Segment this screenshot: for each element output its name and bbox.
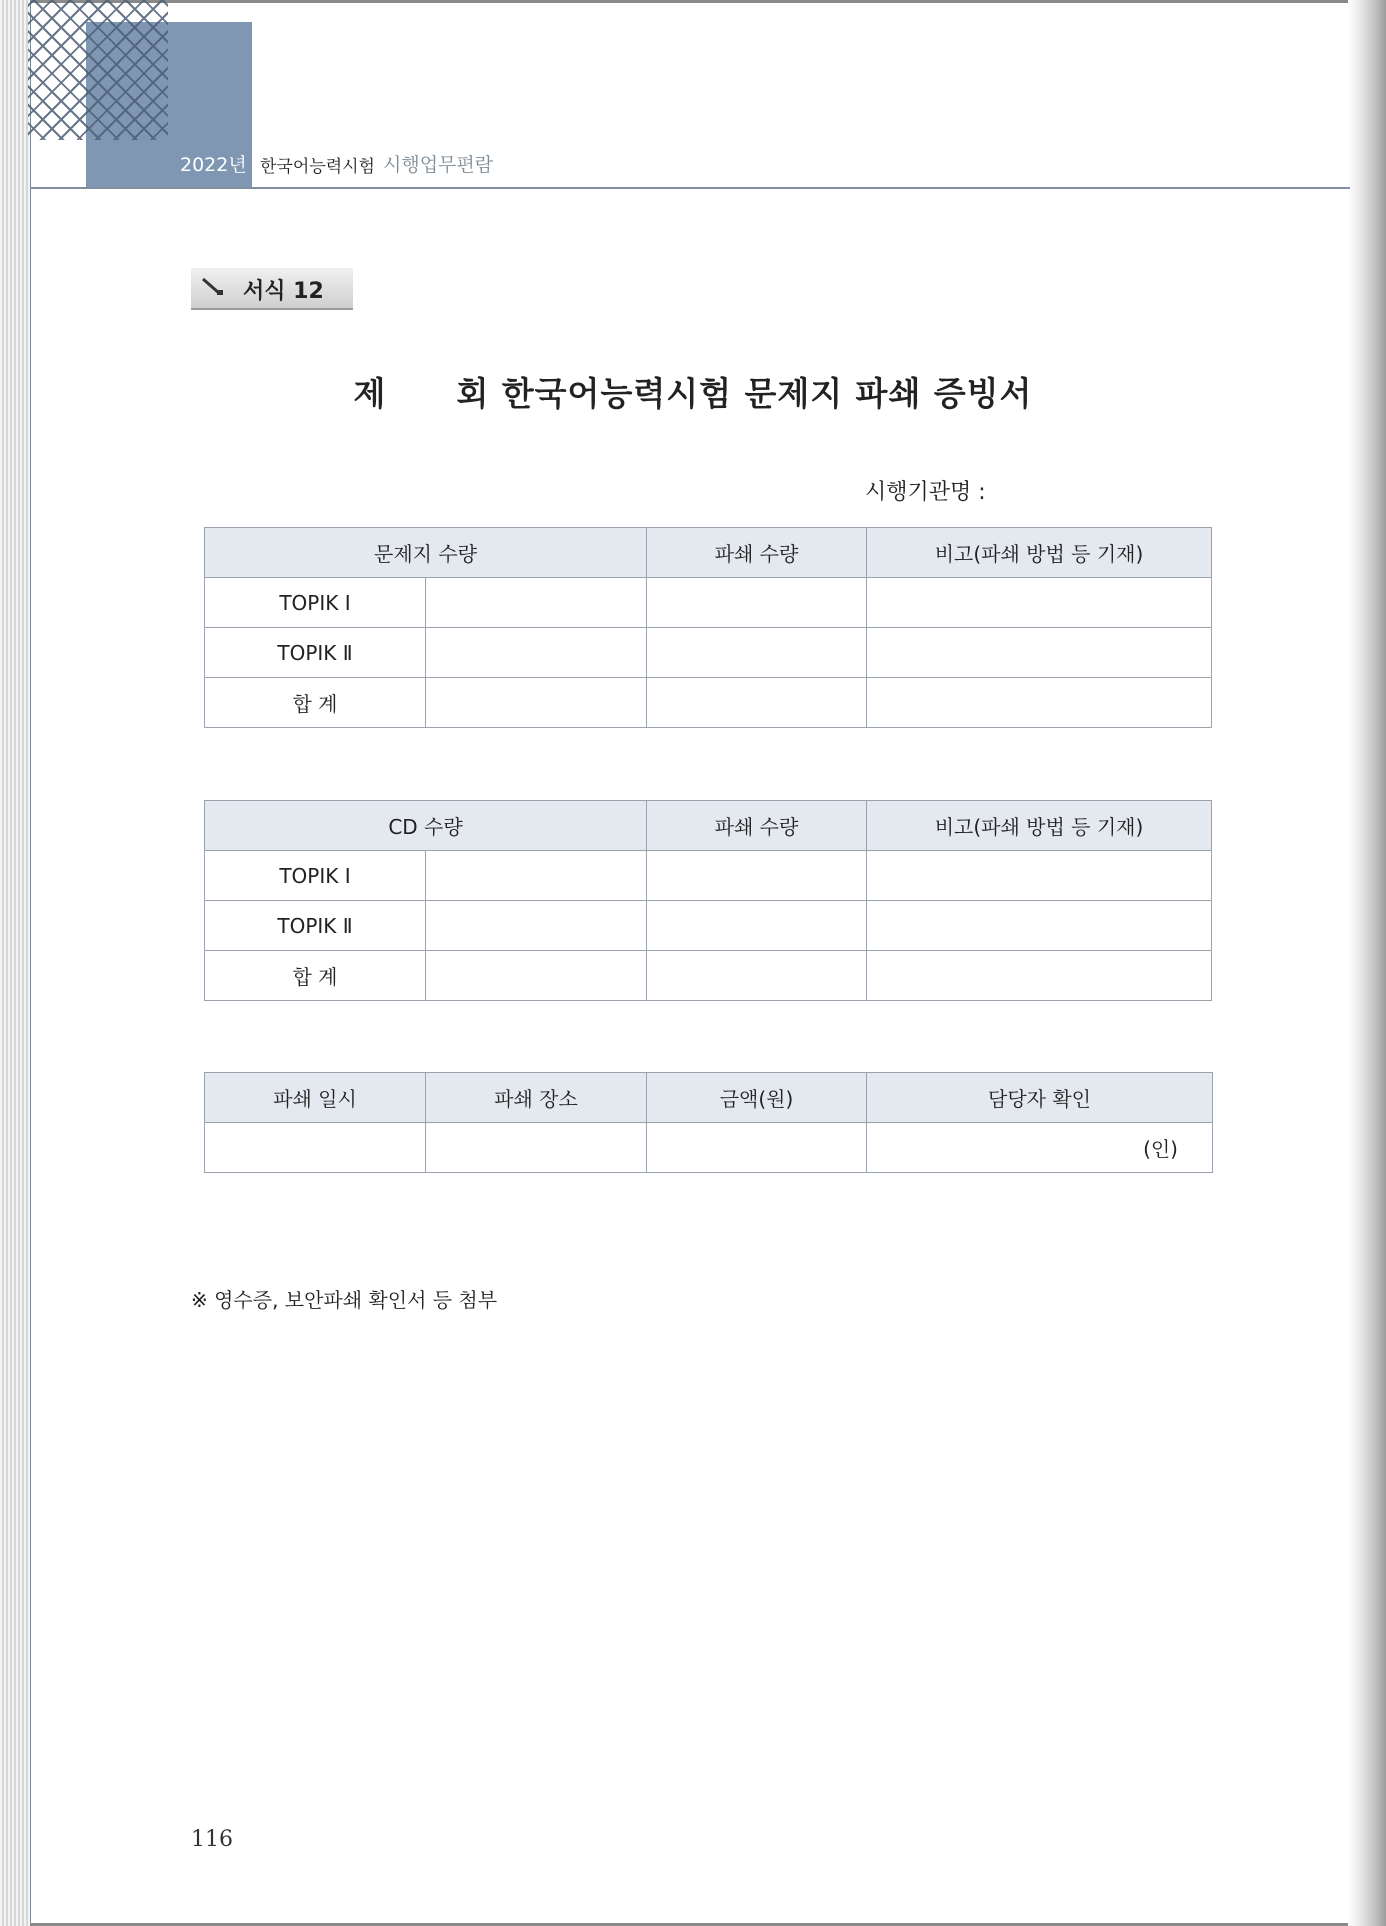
- header-manual-title: 시행업무편람: [383, 154, 494, 176]
- title-suffix: 회 한국어능력시험 문제지 파쇄 증빙서: [456, 374, 1033, 413]
- table-row: [205, 678, 1212, 728]
- header-remarks: 비고(파쇄 방법 등 기재): [867, 801, 1212, 851]
- header-exam-name: 한국어능력시험: [260, 157, 375, 177]
- shred-qty-cell[interactable]: [647, 901, 867, 951]
- remarks-cell[interactable]: [867, 678, 1212, 728]
- cd-qty-cell[interactable]: [426, 901, 647, 951]
- page-top-border: [30, 0, 1350, 3]
- shred-qty-cell[interactable]: [647, 951, 867, 1001]
- header-manager-confirm: 담당자 확인: [867, 1073, 1213, 1123]
- row-label-total: 합 계: [205, 951, 426, 1001]
- page-edge: [0, 0, 31, 1926]
- header-cd-qty: CD 수량: [205, 801, 647, 851]
- attachment-note: ※ 영수증, 보안파쇄 확인서 등 첨부: [191, 1288, 498, 1312]
- paper-qty-cell[interactable]: [426, 678, 647, 728]
- paper-quantity-table: [204, 527, 1212, 728]
- organization-label: 시행기관명 :: [865, 480, 986, 505]
- table-row: [205, 951, 1212, 1001]
- row-label-topik2: TOPIK Ⅱ: [205, 901, 426, 951]
- amount-cell[interactable]: [647, 1123, 867, 1173]
- form-number-tag: [191, 268, 353, 310]
- table-row: [205, 1123, 1213, 1173]
- header-amount: 금액(원): [647, 1073, 867, 1123]
- paper-qty-cell[interactable]: [426, 628, 647, 678]
- row-label-topik1: TOPIK Ⅰ: [205, 578, 426, 628]
- shred-place-cell[interactable]: [426, 1123, 647, 1173]
- header-lattice-pattern: [28, 0, 168, 140]
- row-label-topik2: TOPIK Ⅱ: [205, 628, 426, 678]
- shred-qty-cell[interactable]: [647, 578, 867, 628]
- cd-qty-cell[interactable]: [426, 951, 647, 1001]
- table-row: [205, 628, 1212, 678]
- table-row: [205, 578, 1212, 628]
- page-shadow: [1348, 0, 1386, 1926]
- form-number-label: 서식 12: [243, 279, 324, 304]
- manager-seal-cell[interactable]: (인): [867, 1123, 1213, 1173]
- shred-qty-cell[interactable]: [647, 678, 867, 728]
- cd-quantity-table: [204, 800, 1212, 1001]
- shred-qty-cell[interactable]: [647, 628, 867, 678]
- header-year: 2022년: [180, 154, 247, 176]
- shred-datetime-cell[interactable]: [205, 1123, 426, 1173]
- header-rule: [30, 187, 1350, 189]
- table-row: [205, 851, 1212, 901]
- remarks-cell[interactable]: [867, 901, 1212, 951]
- corner-arrow-icon: [201, 276, 225, 298]
- cd-qty-cell[interactable]: [426, 851, 647, 901]
- page-number: 116: [191, 1827, 233, 1852]
- header-shred-qty: 파쇄 수량: [647, 801, 867, 851]
- header-remarks: 비고(파쇄 방법 등 기재): [867, 528, 1212, 578]
- header-shred-qty: 파쇄 수량: [647, 528, 867, 578]
- header-paper-qty: 문제지 수량: [205, 528, 647, 578]
- remarks-cell[interactable]: [867, 851, 1212, 901]
- title-prefix: 제: [353, 374, 387, 413]
- header-shred-datetime: 파쇄 일시: [205, 1073, 426, 1123]
- row-label-topik1: TOPIK Ⅰ: [205, 851, 426, 901]
- header-shred-place: 파쇄 장소: [426, 1073, 647, 1123]
- document-title: [0, 368, 1386, 415]
- table-row: [205, 901, 1212, 951]
- shred-qty-cell[interactable]: [647, 851, 867, 901]
- table-header-row: [205, 528, 1212, 578]
- remarks-cell[interactable]: [867, 951, 1212, 1001]
- table-header-row: [205, 801, 1212, 851]
- row-label-total: 합 계: [205, 678, 426, 728]
- remarks-cell[interactable]: [867, 578, 1212, 628]
- shredding-info-table: [204, 1072, 1213, 1173]
- paper-qty-cell[interactable]: [426, 578, 647, 628]
- remarks-cell[interactable]: [867, 628, 1212, 678]
- table-header-row: [205, 1073, 1213, 1123]
